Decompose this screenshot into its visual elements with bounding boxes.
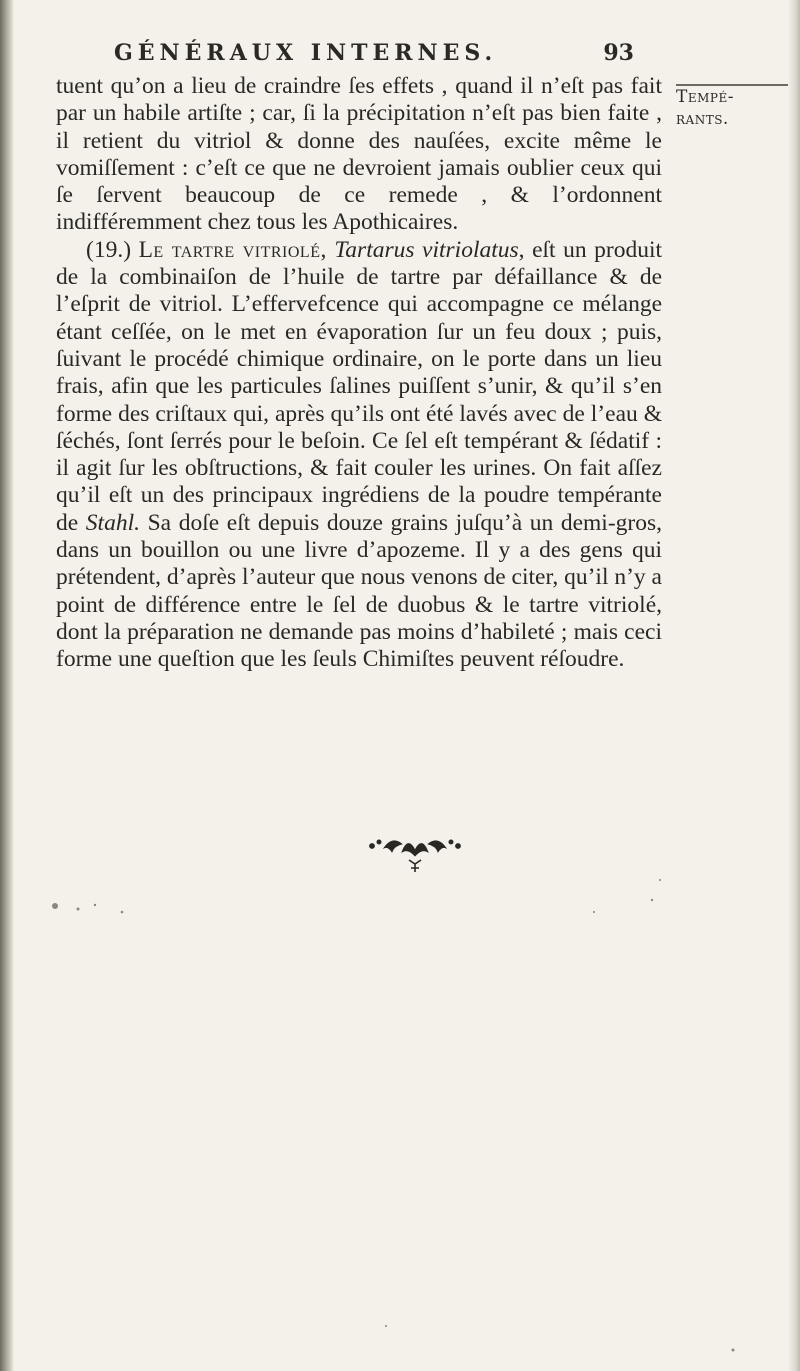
margin-note-line-2: rants. (676, 109, 729, 129)
author-name: Stahl. (85, 509, 140, 536)
paragraph-continuation: tuent qu’on a lieu de craindre ſes effets , quand il n’eſt pas fait par un habile artiſte ; car, ſi la précipitation n’eſt pas bien faite , il retient du vitriol & donne des nauſées, excite même le vomiſſement : c’eſt ce que ne devroient jamais oublier ceux qui ſe ſervent beaucoup de ce remede , & l’ordonnent indifféremment chez tous les Apothicaires. (56, 73, 662, 236)
paragraph-text-a: , eſt un produit de la combinaiſon de l’huile de tartre par défaillance & de l’eſprit de vitriol. L’effervefcence qui accompagne ce mélange étant ceſſée, on le met en évaporation ſur un feu doux ; puis, ſuivant le procédé chimique ordinaire, on le porte dans un lieu frais, afin que les particules ſalines puiſſent s’unir, & qu’il s’en forme des criſtaux qui, après qu’ils ont été lavés avec de l’eau & ſéchés, ſont ſerrés pour le beſoin. Ce ſel eſt tempérant & ſédatif : il agit ſur les obſtructions, & fait couler les urines. On fait aſſez qu’il eſt un des principaux ingrédiens de la poudre tempérante de (56, 236, 663, 536)
running-head-title: GÉNÉRAUX INTERNES. (114, 40, 498, 66)
paragraph-text-b: Sa doſe eſt depuis douze grains juſqu’à un demi-gros, dans un bouillon ou une livre d’apozeme. Il y a des gens qui prétendent, d’après l’auteur que nous venons de citer, qu’il n’y a point de différence entre le ſel de duobus & le tartre vitriolé, dont la préparation ne demande pas moins d’habileté ; mais ceci forme une queſtion que les ſeuls Chimiſtes peuvent réſoudre. (56, 509, 662, 673)
margin-note-line-1: Tempé- (676, 87, 734, 107)
entry-heading: Le tartre vitriolé, (138, 236, 327, 263)
page-number: 93 (603, 40, 634, 66)
section-number: (19.) (86, 236, 132, 263)
latin-name: Tartarus vitriolatus (334, 236, 519, 263)
